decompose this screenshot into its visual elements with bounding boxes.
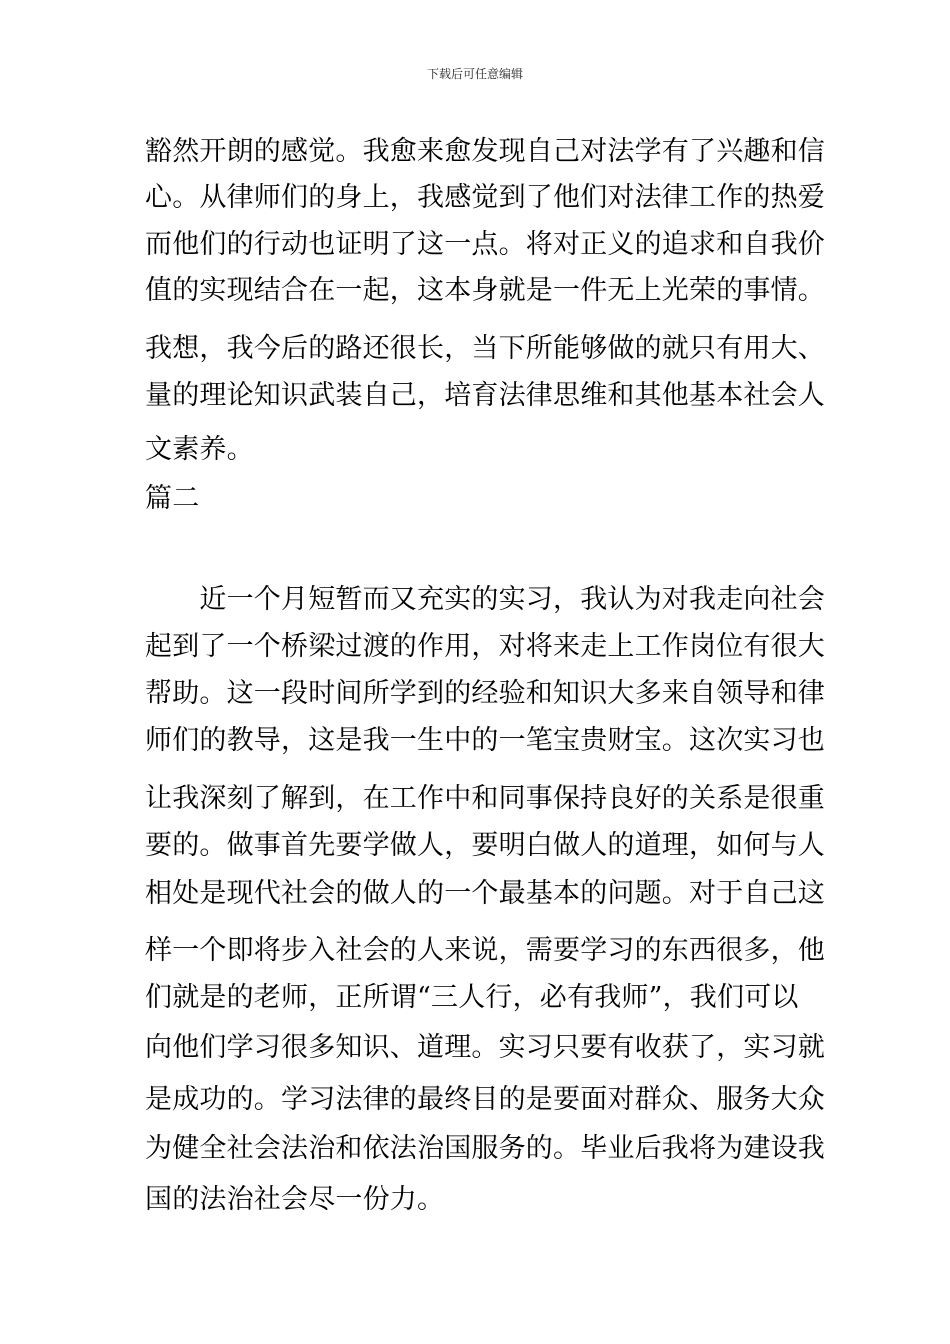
- text-line: 而他们的行动也证明了这一点。将对正义的追求和自我价: [145, 229, 825, 260]
- text-line: 是成功的。学习法律的最终目的是要面对群众、服务大众: [145, 1084, 825, 1115]
- text-line: 豁然开朗的感觉。我愈来愈发现自己对法学有了兴趣和信: [145, 136, 825, 167]
- text-line: 要的。做事首先要学做人，要明白做人的道理，如何与人: [145, 830, 825, 861]
- text-line: 文素养。: [145, 434, 254, 465]
- text-line: 师们的教导，这是我一生中的一笔宝贵财宝。这次实习也: [145, 725, 825, 756]
- text-line: 向他们学习很多知识、道理。实习只要有收获了，实习就: [145, 1032, 825, 1063]
- section-title: 篇二: [145, 483, 200, 514]
- text-line: 量的理论知识武装自己，培育法律思维和其他基本社会人: [145, 380, 825, 411]
- text-line: 样一个即将步入社会的人来说，需要学习的东西很多，他: [145, 935, 825, 966]
- text-line: 国的法治社会尽一份力。: [145, 1184, 445, 1215]
- text-line: 为健全社会法治和依法治国服务的。毕业后我将为建设我: [145, 1133, 825, 1164]
- text-line: 帮助。这一段时间所学到的经验和知识大多来自领导和律: [145, 678, 825, 709]
- text-line: 们就是的老师，正所谓“三人行，必有我师”，我们可以: [145, 982, 799, 1013]
- text-line: 心。从律师们的身上，我感觉到了他们对法律工作的热爱: [145, 182, 825, 213]
- text-line: 值的实现结合在一起，这本身就是一件无上光荣的事情。: [145, 275, 825, 306]
- page-header: 下载后可任意编辑: [426, 67, 523, 81]
- text-line: 相处是现代社会的做人的一个最基本的问题。对于自己这: [145, 878, 825, 909]
- text-line: 让我深刻了解到，在工作中和同事保持良好的关系是很重: [145, 783, 825, 814]
- text-line: 我想，我今后的路还很长，当下所能够做的就只有用大、: [145, 333, 825, 364]
- text-line: 起到了一个桥梁过渡的作用，对将来走上工作岗位有很大: [145, 631, 825, 662]
- text-line: 近一个月短暂而又充实的实习，我认为对我走向社会: [145, 584, 825, 615]
